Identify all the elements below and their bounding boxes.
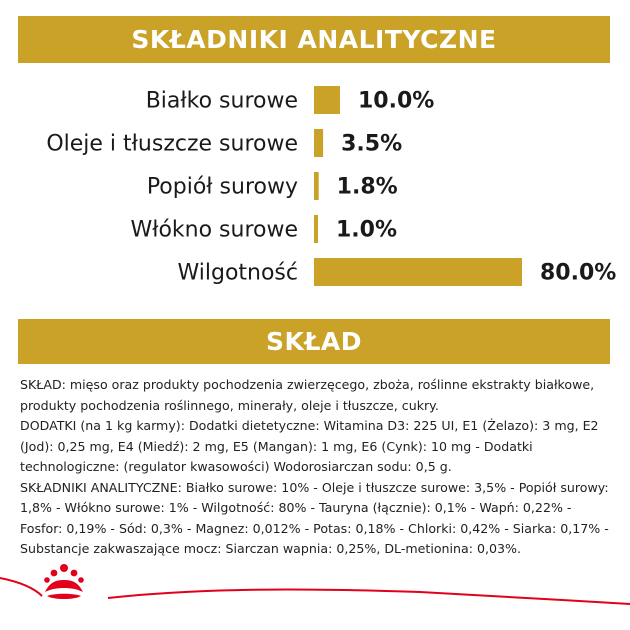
analytic-constituents-banner (18, 16, 610, 63)
value-label: 3.5% (341, 131, 403, 157)
footer-swoosh-right (108, 590, 630, 604)
analytic-bar-chart (0, 70, 630, 305)
bar (314, 172, 319, 200)
value-label: 1.0% (336, 217, 398, 243)
crown-icon (44, 564, 84, 599)
bar (314, 129, 323, 157)
value-label: 1.8% (336, 174, 398, 200)
footer-decoration (0, 548, 630, 628)
bar (314, 215, 318, 243)
bar (314, 86, 340, 114)
composition-banner (18, 319, 610, 364)
additives-paragraph: DODATKI (na 1 kg karmy): Dodatki dietetyczne: Witamina D3: 225 UI, E1 (Żelazo): 3 mg, E2 (Jod): 0,25 mg, E4 (Miedź): 2 mg, E5 (Mangan): 1 mg, E6 (Cynk): 10 mg - Dodatki technologiczne: (regulator kwasowości) Wodorosiarczan sodu: 0,5 g. (20, 418, 599, 474)
category-label: Popiół surowy (146, 174, 298, 200)
analytic-paragraph: SKŁADNIKI ANALITYCZNE: Białko surowe: 10% - Oleje i tłuszcze surowe: 3,5% - Popiół surowy: 1,8% - Włókno surowe: 1% - Wilgotność: 80% - Tauryna (łącznie): 0,1% - Wapń: 0,22% - Fosfor: 0,19% - Sód: 0,3% - Magnez: 0,012% - Potas: 0,18% - Chlorki: 0,42% - Siarka: 0,17% - Substancje zakwaszające mocz: Siarczan wapnia: 0,25%, DL-metionina: 0,03%. (20, 479, 609, 556)
value-label: 10.0% (358, 88, 435, 114)
category-label: Oleje i tłuszcze surowe (46, 131, 298, 157)
category-label: Włókno surowe (130, 217, 298, 243)
category-label: Białko surowe (145, 88, 298, 114)
category-label: Wilgotność (177, 260, 298, 286)
composition-title: SKŁAD (265, 327, 363, 356)
composition-paragraph: SKŁAD: mięso oraz produkty pochodzenia zwierzęcego, zboża, roślinne ekstrakty białkowe, produkty pochodzenia roślinnego, minerały, oleje i tłuszcze, cukry. (20, 377, 595, 413)
footer-swoosh-left (0, 578, 42, 596)
value-label: 80.0% (540, 260, 617, 286)
composition-text (20, 375, 615, 560)
analytic-constituents-title: SKŁADNIKI ANALITYCZNE (131, 25, 497, 54)
bar (314, 258, 522, 286)
